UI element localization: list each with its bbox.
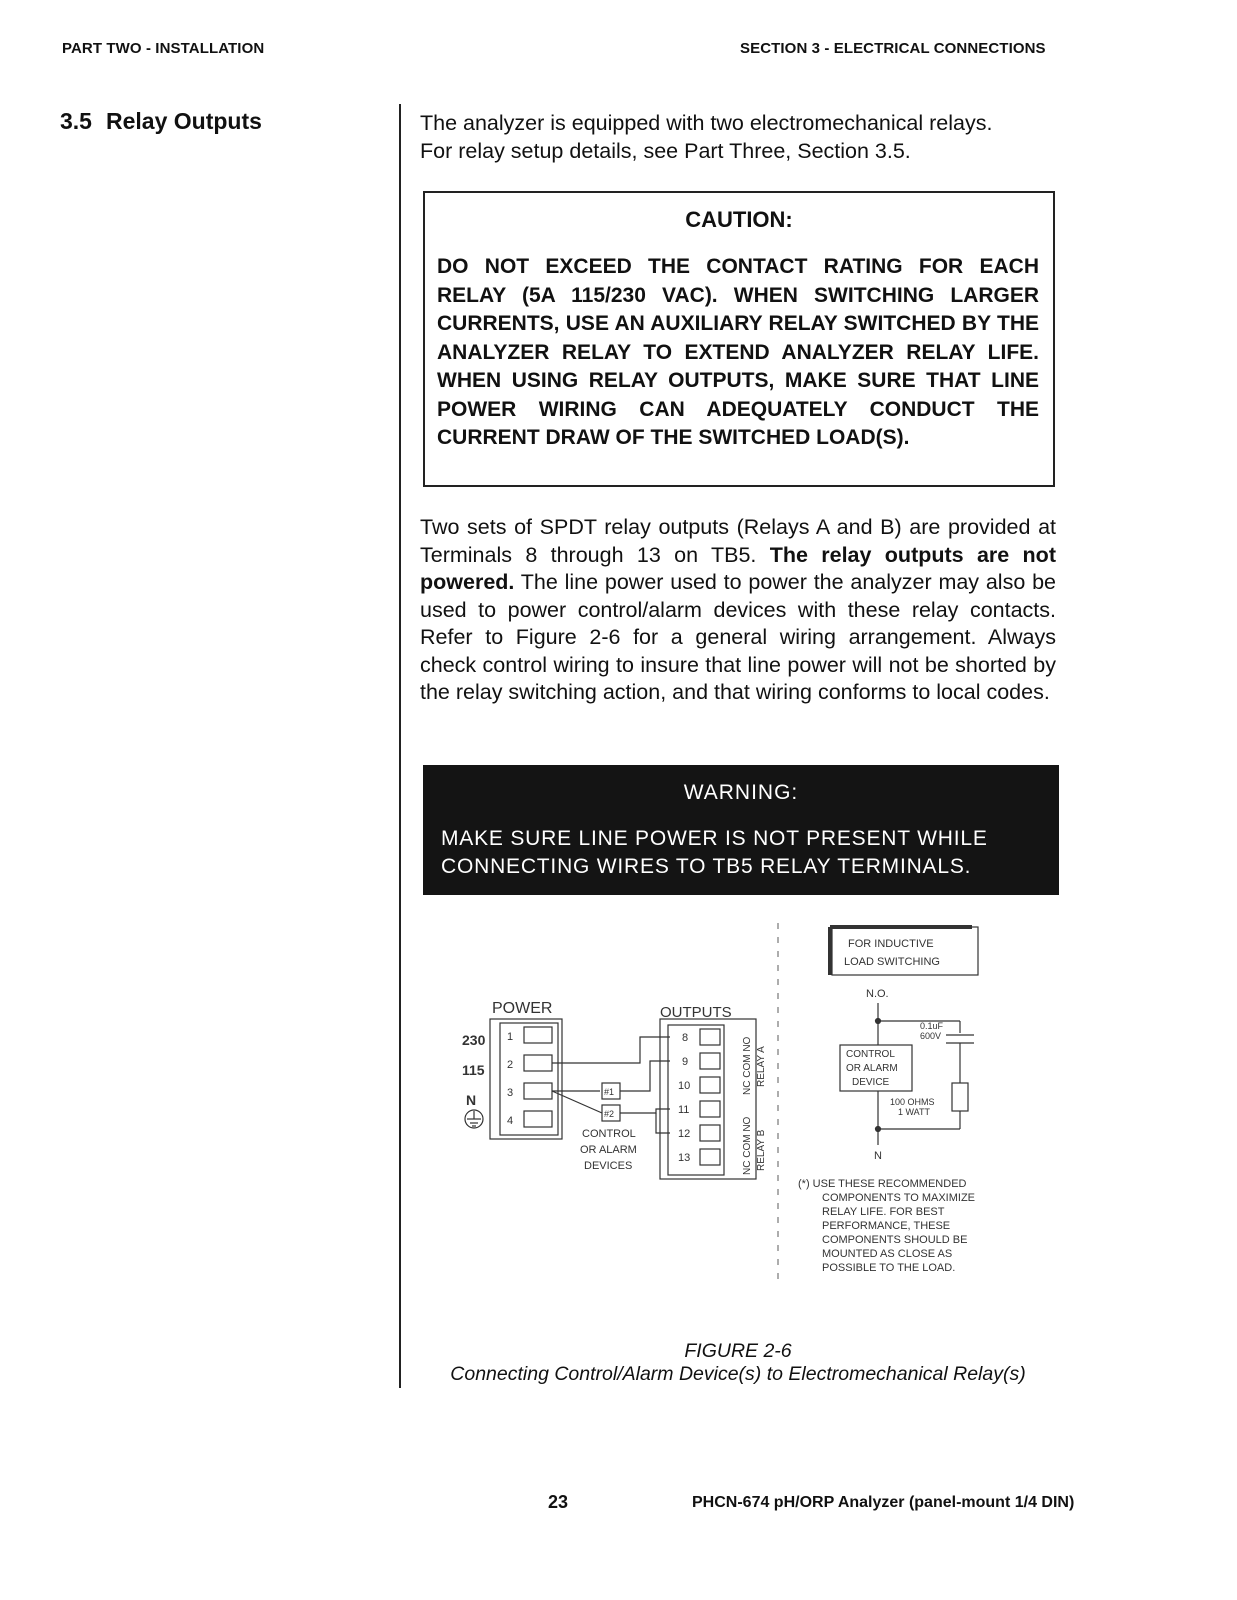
outputs-label: OUTPUTS [660,1004,732,1021]
page-number: 23 [548,1492,569,1512]
intro-line-1: The analyzer is equipped with two electromechanical relays. [420,111,993,135]
para-text-before: Two sets of SPDT relay outputs (Relays A and B) are provided at Terminals 8 through 13 on TB5. [420,515,1056,567]
warning-line-1: MAKE SURE LINE POWER IS NOT PRESENT WHILE [441,827,988,850]
power-terminal-4: 4 [507,1115,514,1127]
warning-line-2: CONNECTING WIRES TO TB5 RELAY TERMINALS. [441,855,972,878]
relay-a-contacts: NC COM NO [742,1036,753,1095]
column-divider [399,104,401,1388]
note-line-3: RELAY LIFE. FOR BEST [822,1206,945,1218]
no-label: N.O. [866,988,889,1000]
note-line-7: POSSIBLE TO THE LOAD. [822,1262,956,1274]
output-terminal-10: 10 [678,1080,691,1092]
note-line-6: MOUNTED AS CLOSE AS [822,1248,953,1260]
control-label-2: OR ALARM [580,1144,637,1156]
para-text-bold: The relay outputs are not powered. [420,542,1056,594]
control-label-1: CONTROL [582,1128,636,1140]
power-terminal-1: 1 [507,1031,514,1043]
caution-title: CAUTION: [685,207,793,232]
header-part: PART TWO - INSTALLATION [62,40,265,57]
output-terminal-13: 13 [678,1152,691,1164]
voltage-115-label: 115 [462,1062,485,1078]
note-line-4: PERFORMANCE, THESE [822,1220,951,1232]
output-terminal-8: 8 [682,1032,689,1044]
power-terminal-2: 2 [507,1059,514,1071]
relay-a-label: RELAY A [756,1046,767,1087]
voltage-230-label: 230 [462,1032,486,1048]
section-number: 3.5 [60,108,92,134]
ground-icon [465,1110,483,1128]
device-1-label: #1 [604,1087,615,1097]
wiring-diagram [420,905,1060,1300]
inductive-box-line-2: LOAD SWITCHING [844,956,940,968]
n-label: N [874,1150,882,1162]
capacitor-value: 0.1uF [920,1021,944,1031]
resistor-value: 100 OHMS [890,1097,935,1107]
device-2-label: #2 [604,1109,615,1119]
power-terminal-3: 3 [507,1087,514,1099]
warning-title: WARNING: [683,781,799,804]
control-label-3: DEVICES [584,1160,633,1172]
header-section: SECTION 3 - ELECTRICAL CONNECTIONS [740,40,1046,57]
capacitor-voltage: 600V [920,1031,942,1041]
intro-line-2: For relay setup details, see Part Three, Section 3.5. [420,138,911,163]
power-label: POWER [492,1000,553,1017]
device-box-line-3: DEVICE [852,1077,890,1088]
output-terminal-9: 9 [682,1056,689,1068]
para-text-after: The line power used to power the analyzer may also be used to power control/alarm devices with these relay contacts. Refer to Figure 2-6 for a general wiring arrangement. Always check control wiring to insure that line power will not be shorted by the relay switching action, and that wiring conforms to local codes. [420,570,1056,704]
neutral-label: N [466,1092,477,1108]
section-title: Relay Outputs [105,108,262,134]
note-line-1: (*) USE THESE RECOMMENDED [798,1178,967,1190]
output-terminal-12: 12 [678,1128,691,1140]
caution-text: DO NOT EXCEED THE CONTACT RATING FOR EACH RELAY (5A 115/230 VAC). WHEN SWITCHING LARGER CURRENTS, USE AN AUXILIARY RELAY SWITCHED BY THE ANALYZER RELAY TO EXTEND ANALYZER RELAY LIFE. WHEN USING RELAY OUTPUTS, MAKE SURE THAT LINE POWER WIRING CAN ADEQUATELY CONDUCT THE CURRENT DRAW OF THE SWITCHED LOAD(S). [437,255,1039,449]
resistor-watt: 1 WATT [898,1107,930,1117]
caution-box [423,191,1055,487]
relay-b-contacts: NC COM NO [742,1116,753,1175]
note-line-2: COMPONENTS TO MAXIMIZE [822,1192,975,1204]
section-heading [60,108,262,135]
relay-description-paragraph [420,514,1056,707]
device-box-line-1: CONTROL [846,1049,895,1060]
note-line-5: COMPONENTS SHOULD BE [822,1234,968,1246]
intro-paragraph [420,110,1056,165]
figure-caption: Connecting Control/Alarm Device(s) to Electromechanical Relay(s) [450,1363,1026,1385]
warning-text [441,825,1045,881]
inductive-box-line-1: FOR INDUCTIVE [848,938,934,950]
warning-box [423,765,1059,895]
output-terminal-11: 11 [678,1104,690,1116]
figure-number: FIGURE 2-6 [684,1340,792,1362]
document-title: PHCN-674 pH/ORP Analyzer (panel-mount 1/4 DIN) [692,1494,1075,1511]
relay-b-label: RELAY B [756,1129,767,1171]
device-box-line-2: OR ALARM [846,1063,898,1074]
